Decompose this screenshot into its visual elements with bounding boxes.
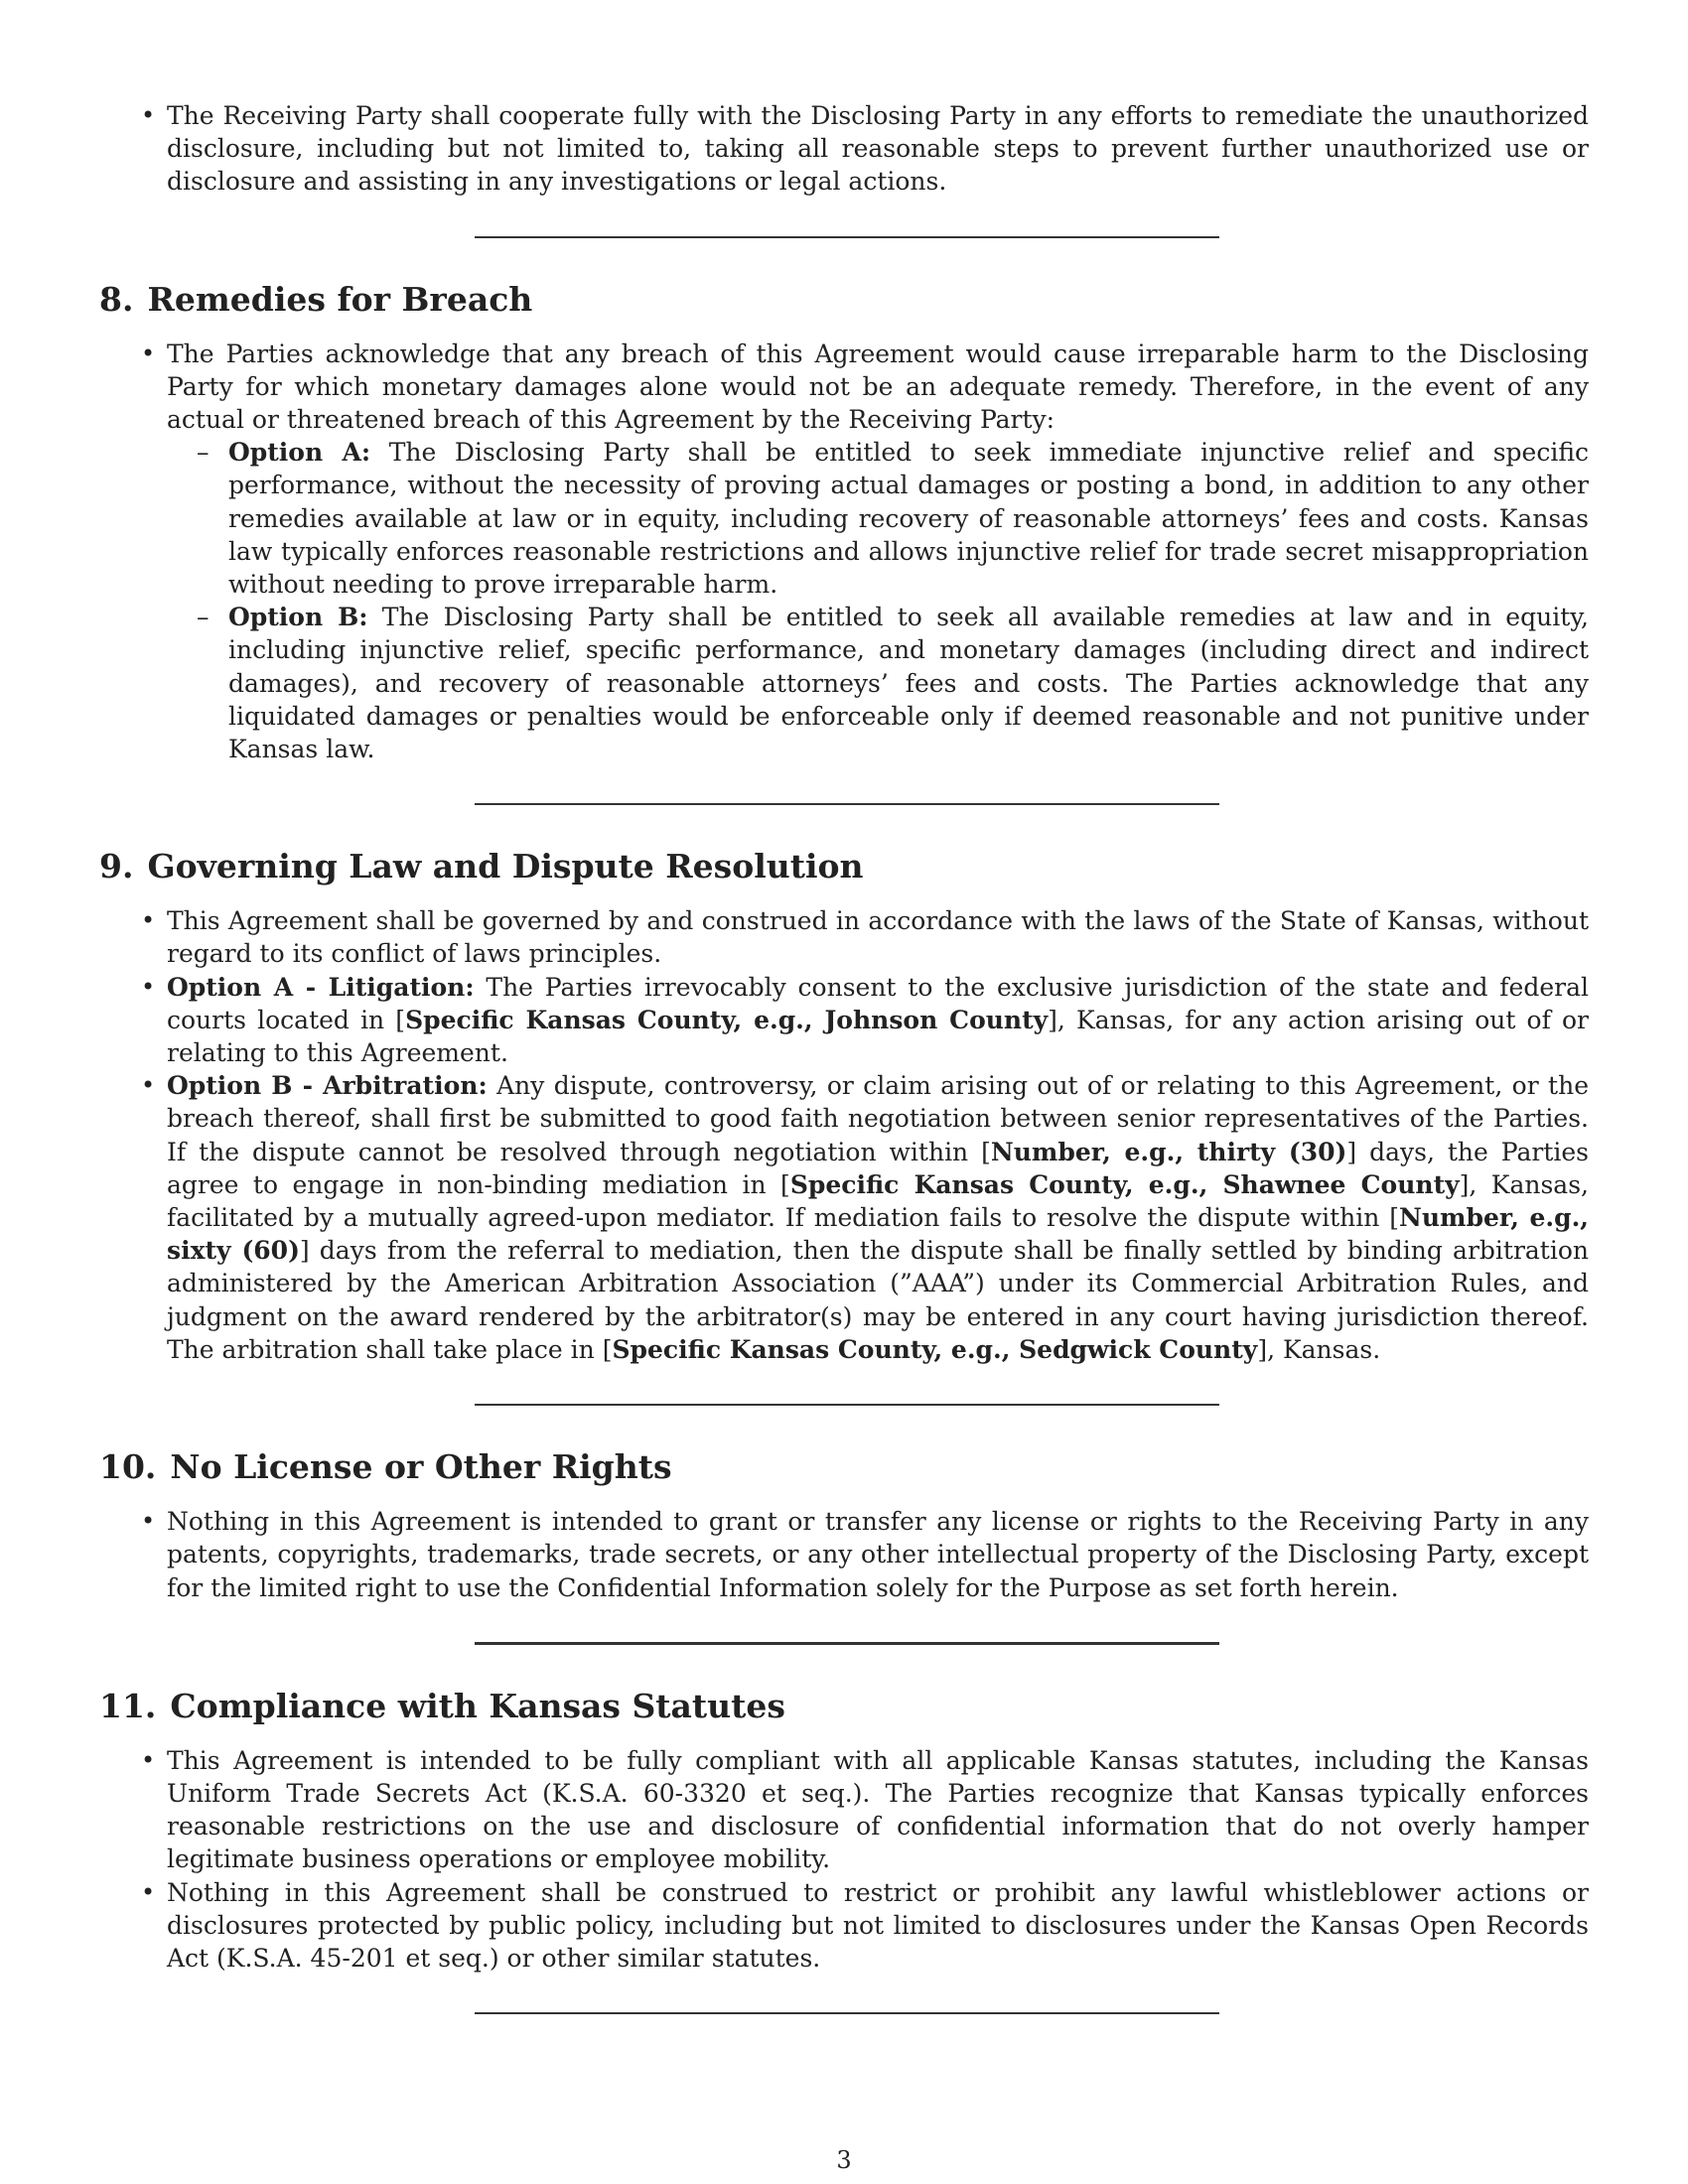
page-number: 3 — [836, 2146, 852, 2174]
section-10-list — [99, 1505, 1589, 1604]
list-item — [99, 1069, 1589, 1366]
section-divider — [475, 236, 1219, 238]
section-11-heading — [99, 1687, 1589, 1726]
section-divider — [475, 1404, 1219, 1406]
section-number: 8. — [99, 279, 134, 319]
text-run: ] days, the Parties agree to engage in non-binding mediation in [ — [167, 1137, 1589, 1199]
list-item — [99, 338, 1589, 766]
placeholder-field: Number, e.g., thirty (30) — [990, 1137, 1347, 1166]
list-item — [99, 99, 1589, 199]
placeholder-field: Specific Kansas County, e.g., Shawnee County — [789, 1169, 1460, 1199]
placeholder-field: Specific Kansas County, e.g., Johnson County — [405, 1005, 1049, 1034]
text-run: ], Kansas, for any action arising out of or relating to this Agreement. — [167, 1005, 1589, 1068]
section-10-heading — [99, 1447, 1589, 1487]
text-run: ] days from the referral to mediation, then the dispute shall be finally settled by binding arbitration administered by the American Arbitration Association (”AAA”) under its Commercial Arbitration Rules, and judgment on the award rendered by the arbitrator(s) may be entered in any court having jurisdiction thereof. The arbitration shall take place in [ — [167, 1236, 1589, 1364]
bullet-text: This Agreement shall be governed by and construed in accordance with the laws of the State of Kansas, without regard to its conflict of laws principles. — [167, 906, 1589, 969]
section-number: 10. — [99, 1447, 157, 1487]
intro-list — [99, 99, 1589, 199]
section-divider — [475, 2012, 1219, 2014]
list-item — [99, 971, 1589, 1070]
option-a-item — [167, 436, 1589, 601]
list-item — [99, 1744, 1589, 1876]
bullet-text: This Agreement is intended to be fully compliant with all applicable Kansas statutes, including the Kansas Uniform Trade Secrets Act (K.S.A. 60-3320 et seq.). The Parties recognize that Kansas typically enforces reasonable restrictions on the use and disclosure of confidential information that do not overly hamper legitimate business operations or employee mobility. — [167, 1745, 1589, 1874]
section-divider — [475, 803, 1219, 805]
bullet-text: The Receiving Party shall cooperate fully with the Disclosing Party in any efforts to remediate the unauthorized disclosure, including but not limited to, taking all reasonable steps to prevent further unauthorized use or disclosure and assisting in any investigations or legal actions. — [167, 101, 1589, 197]
bullet-text: Nothing in this Agreement is intended to grant or transfer any license or rights to the Receiving Party in any patents, copyrights, trademarks, trade secrets, or any other intellectual property of the Disclosing Party, except for the limited right to use the Confidential Information solely for the Purpose as set forth herein. — [167, 1507, 1589, 1602]
section-divider — [475, 1642, 1219, 1645]
bullet-text: The Parties acknowledge that any breach of this Agreement would cause irreparable harm to the Disclosing Party for which monetary damages alone would not be an adequate remedy. Therefore, in the event of any actual or threatened breach of this Agreement by the Receiving Party: — [167, 339, 1589, 435]
section-11-list — [99, 1744, 1589, 1975]
options-list — [167, 436, 1589, 765]
option-text: The Disclosing Party shall be entitled to seek all available remedies at law and in equity, including injunctive relief, specific performance, and monetary damages (including direct and indirect damages), and recovery of reasonable attorneys’ fees and costs. The Parties acknowledge that any liquidated damages or penalties would be enforceable only if deemed reasonable and not punitive under Kansas law. — [228, 603, 1589, 764]
option-label: Option B: — [228, 603, 368, 632]
text-run: ], Kansas, facilitated by a mutually agreed-upon mediator. If mediation fails to resolve the dispute within [ — [167, 1169, 1589, 1233]
text-run: ], Kansas. — [1257, 1334, 1381, 1364]
bullet-text: Nothing in this Agreement shall be construed to restrict or prohibit any lawful whistleblower actions or disclosures protected by public policy, including but not limited to disclosures under the Kansas Open Records Act (K.S.A. 45-201 et seq.) or other similar statutes. — [167, 1877, 1589, 1973]
section-title: Governing Law and Dispute Resolution — [147, 847, 864, 887]
option-b-item — [167, 601, 1589, 765]
section-8-list — [99, 338, 1589, 766]
placeholder-field: Number, e.g., sixty (60) — [167, 1203, 1590, 1266]
section-number: 9. — [99, 847, 134, 887]
section-9-heading — [99, 847, 1589, 887]
option-label: Option A - Litigation: — [167, 972, 475, 1002]
section-title: Remedies for Breach — [147, 279, 533, 319]
page-content — [99, 99, 1589, 2014]
option-label: Option B - Arbitration: — [167, 1071, 488, 1101]
section-8-heading — [99, 280, 1589, 320]
option-text: The Disclosing Party shall be entitled to seek immediate injunctive relief and specific performance, without the necessity of proving actual damages or posting a bond, in addition to any other remedies available at law or in equity, including recovery of reasonable attorneys’ fees and costs. Kansas law typically enforces reasonable restrictions and allows injunctive relief for trade secret misappropriation without needing to prove irreparable harm. — [228, 438, 1589, 600]
section-title: Compliance with Kansas Statutes — [170, 1686, 785, 1725]
text-run: The Parties irrevocably consent to the exclusive jurisdiction of the state and federal courts located in [ — [167, 972, 1589, 1034]
option-label: Option A: — [228, 438, 371, 468]
list-item — [99, 1505, 1589, 1604]
text-run: Any dispute, controversy, or claim arising out of or relating to this Agreement, or the breach thereof, shall first be submitted to good faith negotiation between senior representatives of the Parties. If the dispute cannot be resolved through negotiation within [ — [167, 1071, 1589, 1166]
list-item — [99, 904, 1589, 970]
section-number: 11. — [99, 1686, 157, 1725]
list-item — [99, 1876, 1589, 1976]
placeholder-field: Specific Kansas County, e.g., Sedgwick County — [612, 1334, 1258, 1364]
section-9-list — [99, 904, 1589, 1366]
section-title: No License or Other Rights — [170, 1447, 672, 1487]
